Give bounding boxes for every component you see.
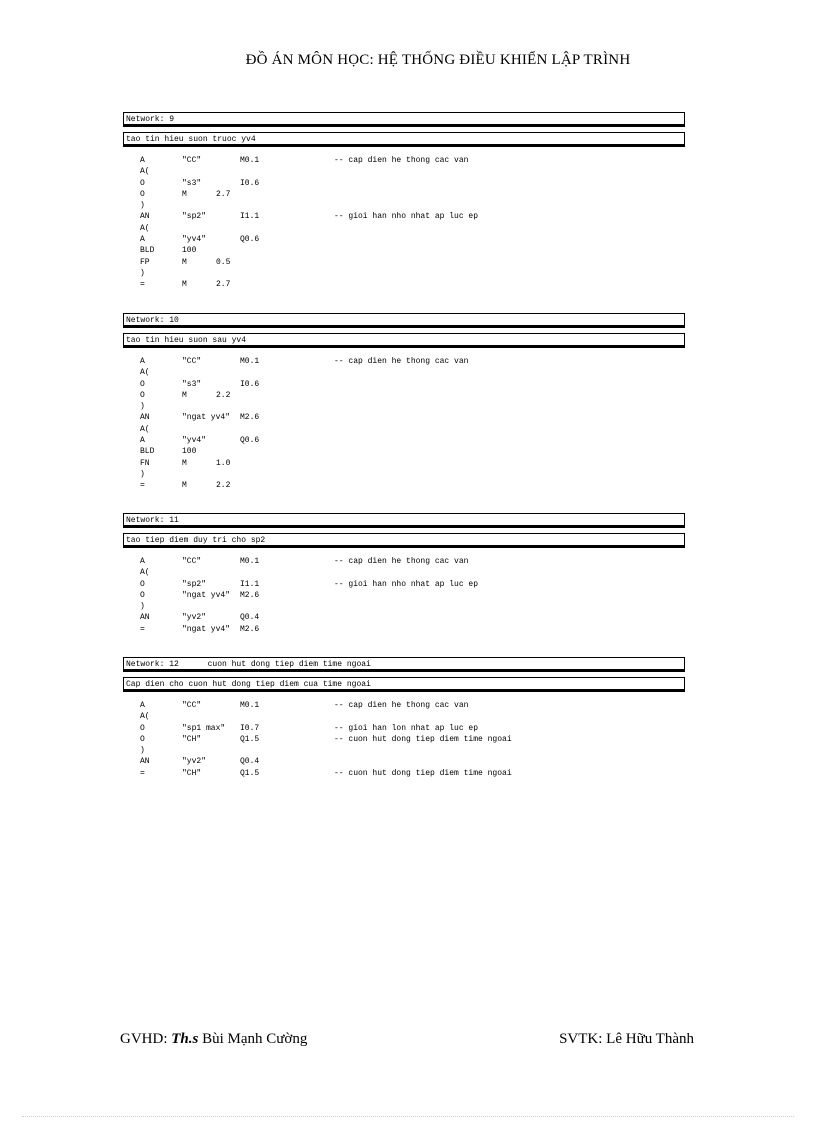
footer-supervisor-label: GVHD: bbox=[120, 1031, 172, 1047]
instruction-op: A( bbox=[140, 424, 150, 434]
instruction-op: ) bbox=[140, 201, 145, 211]
instruction-operand: "ngat yv4" bbox=[182, 413, 231, 423]
instruction-operand: "s3" bbox=[182, 379, 202, 389]
memory-bit: 2.2 bbox=[216, 390, 231, 400]
code-line bbox=[140, 424, 685, 435]
page-bottom-divider bbox=[22, 1116, 794, 1118]
code-listing bbox=[140, 155, 685, 291]
instruction-comment: -- gioi han nho nhat ap luc ep bbox=[334, 579, 479, 589]
instruction-comment: -- cap dien he thong cac van bbox=[334, 156, 469, 165]
instruction-address: Q0.4 bbox=[240, 757, 260, 767]
instruction-operand: M bbox=[182, 481, 187, 491]
instruction-operand: M bbox=[182, 390, 187, 400]
instruction-op: A( bbox=[140, 368, 150, 378]
instruction-op: O bbox=[140, 723, 145, 733]
code-line bbox=[140, 624, 685, 635]
instruction-address: M0.1 bbox=[240, 701, 260, 710]
code-line bbox=[140, 390, 685, 401]
code-line bbox=[140, 223, 685, 234]
instruction-comment: -- gioi han nho nhat ap luc ep bbox=[334, 212, 479, 222]
code-line bbox=[140, 200, 685, 211]
network-block bbox=[123, 513, 685, 635]
footer-student: SVTK: Lê Hữu Thành bbox=[559, 1031, 694, 1047]
network-title: Network: 10 bbox=[123, 313, 685, 326]
code-line bbox=[140, 367, 685, 378]
memory-bit: 0.5 bbox=[216, 257, 231, 267]
code-line bbox=[140, 745, 685, 756]
code-line bbox=[140, 257, 685, 268]
instruction-address: M2.6 bbox=[240, 413, 260, 423]
instruction-op: ) bbox=[140, 402, 145, 412]
code-line bbox=[140, 480, 685, 491]
instruction-address: I1.1 bbox=[240, 579, 260, 589]
instruction-operand: M bbox=[182, 280, 187, 290]
instruction-op: O bbox=[140, 390, 145, 400]
instruction-op: O bbox=[140, 189, 145, 199]
code-line bbox=[140, 723, 685, 734]
code-listing bbox=[140, 700, 685, 779]
instruction-address: I0.7 bbox=[240, 723, 260, 733]
code-line bbox=[140, 567, 685, 578]
instruction-operand: "CC" bbox=[182, 357, 202, 366]
instruction-address: M0.1 bbox=[240, 156, 260, 165]
code-line bbox=[140, 268, 685, 279]
code-line bbox=[140, 446, 685, 457]
code-line bbox=[140, 768, 685, 779]
instruction-op: AN bbox=[140, 757, 150, 767]
instruction-op: ) bbox=[140, 746, 145, 756]
instruction-comment: -- cap dien he thong cac van bbox=[334, 701, 469, 710]
instruction-operand: "s3" bbox=[182, 178, 202, 188]
network-title: Network: 9 bbox=[123, 112, 685, 125]
instruction-comment: -- cuon hut dong tiep diem time ngoai bbox=[334, 768, 512, 778]
instruction-address: M0.1 bbox=[240, 357, 260, 366]
instruction-op: AN bbox=[140, 212, 150, 222]
instruction-operand: M bbox=[182, 189, 187, 199]
network-comment: Cap dien cho cuon hut dong tiep diem cua time ngoai bbox=[123, 677, 685, 690]
instruction-op: = bbox=[140, 768, 145, 778]
code-line bbox=[140, 412, 685, 423]
code-line bbox=[140, 155, 685, 166]
footer-supervisor-title: Th.s bbox=[171, 1031, 199, 1047]
code-line bbox=[140, 211, 685, 222]
instruction-operand: "yv2" bbox=[182, 613, 207, 623]
instruction-address: M2.6 bbox=[240, 590, 260, 600]
instruction-op: O bbox=[140, 590, 145, 600]
instruction-op: A bbox=[140, 156, 145, 165]
instruction-op: ) bbox=[140, 268, 145, 278]
instruction-op: BLD bbox=[140, 246, 155, 256]
instruction-address: I0.6 bbox=[240, 178, 260, 188]
instruction-operand: "sp1 max" bbox=[182, 723, 226, 733]
network-block bbox=[123, 313, 685, 492]
code-listing bbox=[140, 556, 685, 635]
code-line bbox=[140, 379, 685, 390]
instruction-operand: "yv4" bbox=[182, 235, 207, 245]
code-line bbox=[140, 234, 685, 245]
instruction-op: FP bbox=[140, 257, 150, 267]
code-line bbox=[140, 590, 685, 601]
instruction-op: ) bbox=[140, 469, 145, 479]
network-title: Network: 11 bbox=[123, 513, 685, 526]
instruction-op: = bbox=[140, 481, 145, 491]
instruction-op: A bbox=[140, 357, 145, 366]
instruction-operand: "CH" bbox=[182, 734, 202, 744]
instruction-operand: "CC" bbox=[182, 557, 202, 566]
code-line bbox=[140, 556, 685, 567]
instruction-op: A( bbox=[140, 568, 150, 578]
instruction-operand: "CC" bbox=[182, 156, 202, 165]
memory-bit: 2.7 bbox=[216, 189, 231, 199]
instruction-op: AN bbox=[140, 413, 150, 423]
instruction-operand: "ngat yv4" bbox=[182, 624, 231, 634]
code-line bbox=[140, 401, 685, 412]
instruction-address: Q0.6 bbox=[240, 235, 260, 245]
instruction-op: A bbox=[140, 701, 145, 710]
code-line bbox=[140, 700, 685, 711]
instruction-address: Q1.5 bbox=[240, 734, 260, 744]
instruction-comment: -- gioi han lon nhat ap luc ep bbox=[334, 723, 479, 733]
instruction-op: = bbox=[140, 624, 145, 634]
instruction-op: ) bbox=[140, 602, 145, 612]
instruction-address: Q0.6 bbox=[240, 436, 260, 446]
instruction-operand: "CH" bbox=[182, 768, 202, 778]
network-block bbox=[123, 112, 685, 291]
network-comment: tao tiep diem duy tri cho sp2 bbox=[123, 533, 685, 546]
instruction-address: I1.1 bbox=[240, 212, 260, 222]
instruction-op: A bbox=[140, 235, 145, 245]
instruction-operand: "sp2" bbox=[182, 579, 207, 589]
instruction-op: = bbox=[140, 280, 145, 290]
code-line bbox=[140, 579, 685, 590]
code-line bbox=[140, 279, 685, 290]
instruction-address: I0.6 bbox=[240, 379, 260, 389]
instruction-operand: "yv4" bbox=[182, 436, 207, 446]
instruction-operand: "sp2" bbox=[182, 212, 207, 222]
code-line bbox=[140, 166, 685, 177]
code-line bbox=[140, 189, 685, 200]
instruction-operand: "yv2" bbox=[182, 757, 207, 767]
memory-bit: 2.2 bbox=[216, 481, 231, 491]
instruction-comment: -- cap dien he thong cac van bbox=[334, 357, 469, 366]
network-block bbox=[123, 657, 685, 779]
instruction-op: A bbox=[140, 436, 145, 446]
instruction-operand: 100 bbox=[182, 246, 197, 256]
page-header-title: ĐỒ ÁN MÔN HỌC: HỆ THỐNG ĐIỀU KHIỂN LẬP TRÌNH bbox=[245, 52, 631, 68]
instruction-op: AN bbox=[140, 613, 150, 623]
instruction-address: M2.6 bbox=[240, 624, 260, 634]
instruction-operand: "ngat yv4" bbox=[182, 590, 231, 600]
instruction-op: O bbox=[140, 379, 145, 389]
memory-bit: 1.0 bbox=[216, 458, 231, 468]
instruction-address: Q0.4 bbox=[240, 613, 260, 623]
code-line bbox=[140, 435, 685, 446]
instruction-op: O bbox=[140, 734, 145, 744]
memory-bit: 2.7 bbox=[216, 280, 231, 290]
instruction-comment: -- cap dien he thong cac van bbox=[334, 557, 469, 566]
code-line bbox=[140, 178, 685, 189]
instruction-op: BLD bbox=[140, 447, 155, 457]
code-line bbox=[140, 756, 685, 767]
code-line bbox=[140, 711, 685, 722]
instruction-operand: 100 bbox=[182, 447, 197, 457]
instruction-operand: M bbox=[182, 458, 187, 468]
instruction-op: FN bbox=[140, 458, 150, 468]
code-line bbox=[140, 356, 685, 367]
code-line bbox=[140, 458, 685, 469]
code-line bbox=[140, 469, 685, 480]
network-comment: tao tin hieu suon sau yv4 bbox=[123, 333, 685, 346]
instruction-comment: -- cuon hut dong tiep diem time ngoai bbox=[334, 734, 512, 744]
instruction-op: A( bbox=[140, 223, 150, 233]
instruction-op: A bbox=[140, 557, 145, 566]
network-title: Network: 12 cuon hut dong tiep diem time ngoai bbox=[123, 657, 685, 670]
instruction-operand: M bbox=[182, 257, 187, 267]
code-line bbox=[140, 734, 685, 745]
code-line bbox=[140, 601, 685, 612]
instruction-address: Q1.5 bbox=[240, 768, 260, 778]
code-listing bbox=[140, 356, 685, 492]
instruction-address: M0.1 bbox=[240, 557, 260, 566]
instruction-op: A( bbox=[140, 167, 150, 177]
footer-supervisor-name: Bùi Mạnh Cường bbox=[198, 1031, 308, 1047]
code-line bbox=[140, 612, 685, 623]
code-line bbox=[140, 245, 685, 256]
footer-supervisor bbox=[120, 1031, 307, 1048]
instruction-op: O bbox=[140, 579, 145, 589]
instruction-operand: "CC" bbox=[182, 701, 202, 710]
instruction-op: O bbox=[140, 178, 145, 188]
instruction-op: A( bbox=[140, 712, 150, 722]
network-comment: tao tin hieu suon truoc yv4 bbox=[123, 132, 685, 145]
